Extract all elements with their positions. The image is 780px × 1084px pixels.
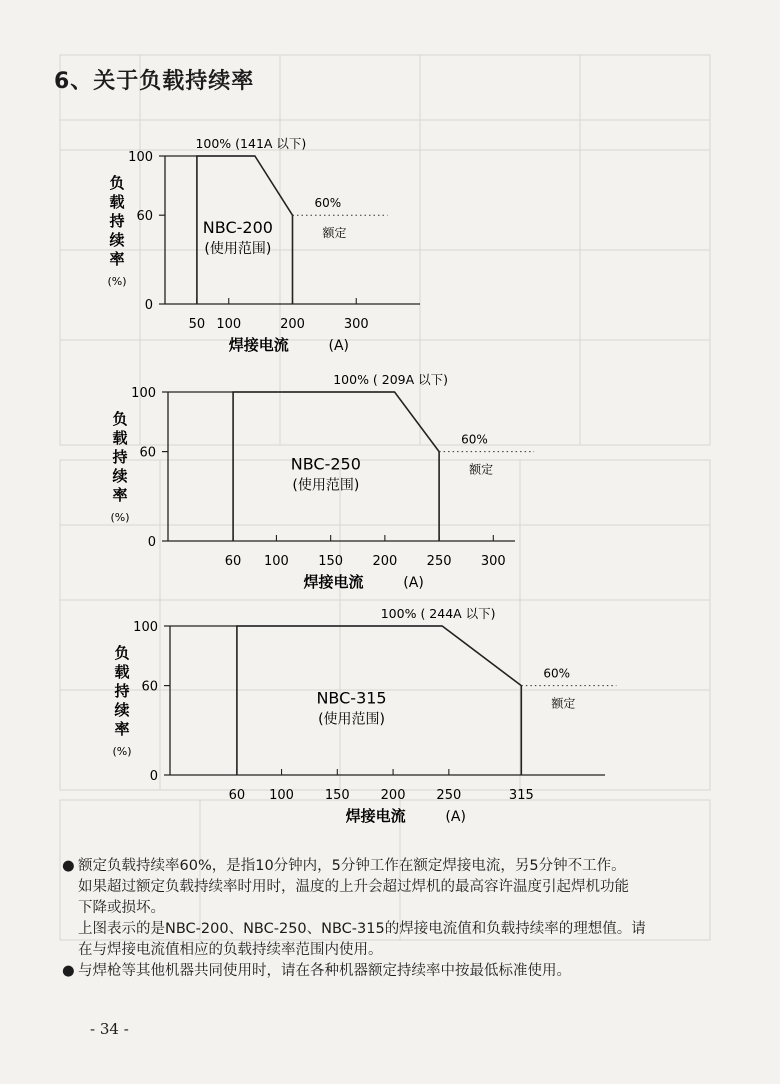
y-axis-label-char: 载: [109, 193, 125, 211]
max-duty-annotation: 100% ( 244A 以下): [380, 606, 496, 621]
chart-svg: [0, 604, 780, 830]
y-axis-label-char: 率: [114, 720, 130, 738]
x-tick-label: 100: [264, 554, 289, 569]
max-duty-annotation: 100% (141A 以下): [195, 136, 307, 151]
x-axis-label: 焊接电流: [303, 573, 364, 591]
max-duty-annotation: 100% ( 209A 以下): [333, 372, 449, 387]
usable-range-model-label: NBC-200: [202, 217, 273, 237]
y-tick-label: 0: [149, 769, 158, 784]
x-axis-label: 焊接电流: [345, 807, 406, 825]
x-tick-label: 250: [436, 788, 462, 803]
note-overuse-warning-line1: 如果超过额定负载持续率时用时，温度的上升会超过焊机的最高容许温度引起焊机功能: [78, 879, 629, 895]
x-tick-label: 60: [228, 788, 246, 803]
x-tick-label: 200: [380, 788, 406, 803]
y-axis-label-char: 续: [114, 701, 130, 719]
x-axis-unit-label: (A): [328, 338, 350, 354]
y-tick-label: 0: [144, 298, 153, 313]
y-axis-label-char: 持: [112, 448, 128, 466]
note-chart-explanation-line1: 上图表示的是NBC-200、NBC-250、NBC-315的焊接电流值和负载持续率的理想值。请: [78, 921, 646, 937]
x-tick-label: 150: [318, 554, 344, 569]
rated-text-label: 额定: [551, 696, 576, 711]
chart-svg: [0, 138, 780, 358]
y-tick-label: 100: [133, 620, 158, 635]
y-tick-label: 0: [147, 535, 156, 550]
usable-range-model-label: NBC-315: [316, 688, 387, 708]
note-chart-explanation-line2: 在与焊接电流值相应的负载持续率范围内使用。: [78, 942, 383, 958]
x-axis-unit-label: (A): [445, 809, 466, 825]
x-tick-label: 60: [224, 554, 242, 569]
rated-percent-label: 60%: [314, 196, 342, 211]
y-axis-label-char: 续: [109, 231, 125, 249]
x-tick-label: 200: [280, 317, 305, 332]
y-tick-label: 100: [128, 150, 153, 165]
y-tick-label: 60: [136, 209, 153, 225]
y-axis-label-char: 持: [114, 682, 130, 700]
y-axis-label-char: 负: [114, 644, 130, 662]
page-number: - 34 -: [90, 1020, 129, 1038]
y-axis-label-char: 载: [112, 429, 128, 447]
usable-range-sublabel: (使用范围): [318, 711, 386, 728]
y-axis-label-char: 率: [112, 486, 128, 504]
usable-range-model-label: NBC-250: [290, 454, 361, 474]
x-tick-label: 100: [269, 788, 294, 803]
y-axis-label-char: 载: [114, 663, 130, 681]
usable-range-sublabel: (使用范围): [204, 240, 272, 257]
y-axis-label-char: 负: [112, 410, 128, 428]
bullet-icon: ●: [62, 963, 75, 979]
y-axis-label-char: 续: [112, 467, 128, 485]
rated-percent-label: 60%: [461, 432, 488, 447]
y-axis-unit-label: (%): [112, 745, 132, 758]
x-tick-label: 315: [508, 788, 534, 803]
bullet-icon: ●: [62, 858, 75, 874]
y-axis-label-char: 率: [109, 250, 125, 268]
rated-percent-label: 60%: [543, 666, 571, 681]
nbc-250-duty-cycle-chart: [0, 372, 780, 594]
note-combined-use: ● 与焊枪等其他机器共同使用时，请在各种机器额定持续率中按最低标准使用。: [62, 961, 752, 982]
page-title: 6、关于负载持续率: [54, 69, 255, 94]
nbc-200-duty-cycle-chart: [0, 138, 780, 358]
chart-svg: [0, 372, 780, 594]
usable-range-sublabel: (使用范围): [292, 477, 360, 494]
x-axis-unit-label: (A): [403, 575, 424, 591]
y-axis-label-char: 持: [109, 212, 125, 230]
y-tick-label: 60: [139, 445, 156, 461]
x-axis-label: 焊接电流: [228, 336, 289, 354]
x-tick-label: 300: [343, 317, 369, 332]
x-tick-label: 150: [324, 788, 350, 803]
x-tick-label: 300: [480, 554, 506, 569]
y-tick-label: 60: [141, 679, 158, 695]
y-axis-unit-label: (%): [110, 511, 130, 524]
nbc-315-duty-cycle-chart: [0, 604, 780, 830]
x-tick-label: 200: [372, 554, 398, 569]
y-tick-label: 100: [131, 386, 156, 401]
y-axis-unit-label: (%): [107, 275, 127, 288]
y-axis-label-char: 负: [109, 174, 125, 192]
x-tick-label: 50: [188, 317, 206, 332]
x-tick-label: 250: [426, 554, 452, 569]
x-tick-label: 100: [216, 317, 242, 332]
rated-text-label: 额定: [469, 462, 494, 477]
rated-text-label: 额定: [322, 226, 347, 241]
notes-section: [62, 856, 752, 982]
note-overuse-warning-line2: 下降或损坏。: [78, 900, 165, 916]
note-rated-duty-cycle: ● 额定负载持续率60%，是指10分钟内，5分钟工作在额定焊接电流，另5分钟不工作。: [62, 856, 752, 877]
